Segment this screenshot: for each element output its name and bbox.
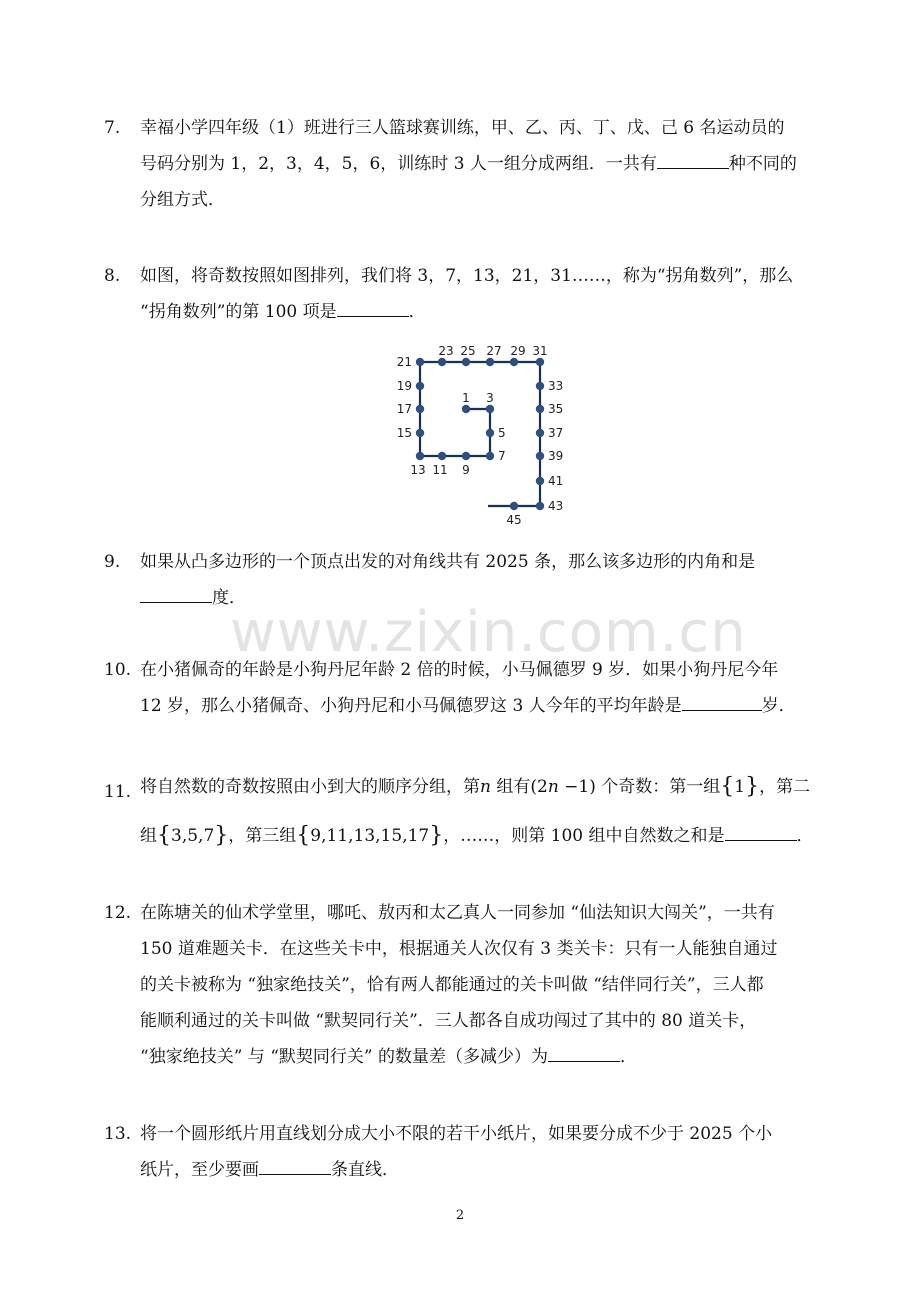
q12-line-5: “独家绝技关” 与 “默契同行关” 的数量差（多减少）为 ． <box>140 1039 824 1075</box>
spiral-label: 7 <box>498 449 506 463</box>
variable-n: n <box>480 777 491 797</box>
spiral-dot <box>510 358 518 366</box>
question-8 <box>104 258 824 330</box>
spiral-dot <box>438 358 446 366</box>
q8-line-2: “拐角数列”的第 100 项是 ． <box>140 294 824 330</box>
answer-blank[interactable] <box>657 148 729 169</box>
question-number: 12. <box>104 903 132 923</box>
spiral-label: 11 <box>432 463 448 477</box>
question-number: 7. <box>104 118 121 138</box>
q9-line-1: 如果从凸多边形的一个顶点出发的对角线共有 2025 条，那么该多边形的内角和是 <box>140 552 756 572</box>
spiral-dot <box>462 405 470 413</box>
question-number: 10. <box>104 660 132 680</box>
spiral-label: 21 <box>396 355 412 369</box>
spiral-label: 31 <box>532 344 548 358</box>
spiral-dot <box>416 429 424 437</box>
question-13 <box>104 1116 824 1188</box>
q7-line-2: 号码分别为 1，2，3，4，5，6，训练时 3 人一组分成两组．一共有 种不同的 <box>140 146 824 182</box>
watermark-text: www.zixin.com.cn <box>230 600 747 665</box>
spiral-dot <box>536 452 544 460</box>
question-11 <box>104 765 824 863</box>
q11-line-1: 将自然数的奇数按照由小到大的顺序分组，第n 组有(2n −1) 个奇数：第一组{1}，第二 <box>140 774 811 799</box>
answer-blank[interactable] <box>682 690 762 711</box>
spiral-dot <box>416 358 424 366</box>
spiral-label: 1 <box>462 391 470 405</box>
spiral-dot <box>416 452 424 460</box>
spiral-label: 23 <box>438 344 454 358</box>
spiral-label: 27 <box>486 344 502 358</box>
spiral-label: 41 <box>548 474 564 488</box>
spiral-label: 35 <box>548 402 564 416</box>
spiral-dot <box>416 405 424 413</box>
q7-line-1: 幸福小学四年级（1）班进行三人篮球赛训练，甲、乙、丙、丁、戊、己 6 名运动员的 <box>140 118 785 138</box>
spiral-label: 25 <box>460 344 476 358</box>
answer-blank[interactable] <box>140 582 212 603</box>
spiral-label: 13 <box>410 463 426 477</box>
q9-line-2: 度． <box>140 580 824 616</box>
spiral-label: 5 <box>498 426 506 440</box>
spiral-dot <box>536 502 544 510</box>
question-7 <box>104 110 824 218</box>
q13-line-2: 纸片，至少要画 条直线． <box>140 1152 824 1188</box>
question-number: 9. <box>104 552 121 572</box>
q10-line-2: 12 岁，那么小猪佩奇、小狗丹尼和小马佩德罗这 3 人今年的平均年龄是 岁． <box>140 688 824 724</box>
spiral-label: 9 <box>462 463 470 477</box>
q7-line-3: 分组方式． <box>140 190 225 210</box>
spiral-dot <box>536 429 544 437</box>
answer-blank[interactable] <box>337 296 409 317</box>
question-12 <box>104 895 824 1075</box>
spiral-label: 33 <box>548 379 564 393</box>
spiral-label: 15 <box>396 426 412 440</box>
spiral-path <box>420 362 540 506</box>
spiral-dot <box>486 429 494 437</box>
q12-line-4: 能顺利通过的关卡叫做 “默契同行关”．三人都各自成功闯过了其中的 80 道关卡， <box>140 1011 757 1031</box>
spiral-dot <box>438 452 446 460</box>
spiral-svg <box>384 336 574 532</box>
spiral-dot <box>462 358 470 366</box>
answer-blank[interactable] <box>725 820 797 841</box>
spiral-dot <box>536 477 544 485</box>
spiral-dot <box>536 358 544 366</box>
answer-blank[interactable] <box>259 1154 331 1175</box>
spiral-label: 37 <box>548 426 564 440</box>
spiral-dot <box>486 405 494 413</box>
page-number: 2 <box>455 1208 465 1223</box>
spiral-dot <box>486 452 494 460</box>
spiral-dot <box>536 382 544 390</box>
spiral-dot <box>486 358 494 366</box>
spiral-label: 45 <box>506 513 522 527</box>
spiral-dot <box>462 452 470 460</box>
spiral-dot <box>416 382 424 390</box>
spiral-dot <box>536 405 544 413</box>
question-number: 11. <box>104 782 132 802</box>
q12-line-2: 150 道难题关卡．在这些关卡中，根据通关人次仅有 3 类关卡：只有一人能独自通过 <box>140 939 778 959</box>
odd-number-spiral-figure <box>384 336 574 532</box>
q12-line-3: 的关卡被称为 “独家绝技关”，恰有两人都能通过的关卡叫做 “结伴同行关”，三人都 <box>140 975 764 995</box>
spiral-label: 39 <box>548 449 564 463</box>
q13-line-1: 将一个圆形纸片用直线划分成大小不限的若干小纸片，如果要分成不少于 2025 个小 <box>140 1124 773 1144</box>
spiral-dot <box>510 502 518 510</box>
question-number: 8. <box>104 266 121 286</box>
spiral-label: 19 <box>396 379 412 393</box>
spiral-label: 17 <box>396 402 412 416</box>
spiral-label: 29 <box>510 344 526 358</box>
answer-blank[interactable] <box>548 1041 620 1062</box>
question-10 <box>104 652 824 724</box>
q8-line-1: 如图，将奇数按照如图排列，我们将 3，7，13，21，31……，称为“拐角数列”，那么 <box>140 266 794 286</box>
spiral-label: 3 <box>486 391 494 405</box>
q10-line-1: 在小猪佩奇的年龄是小狗丹尼年龄 2 倍的时候，小马佩德罗 9 岁．如果小狗丹尼今年 <box>140 660 779 680</box>
q11-line-2: 组{3,5,7}，第三组{9,11,13,15,17}，……，则第 100 组中自然数之和是 ． <box>140 809 824 863</box>
q12-line-1: 在陈塘关的仙术学堂里，哪吒、敖丙和太乙真人一同参加 “仙法知识大闯关”，一共有 <box>140 903 775 923</box>
spiral-label: 43 <box>548 499 564 513</box>
question-number: 13. <box>104 1124 132 1144</box>
